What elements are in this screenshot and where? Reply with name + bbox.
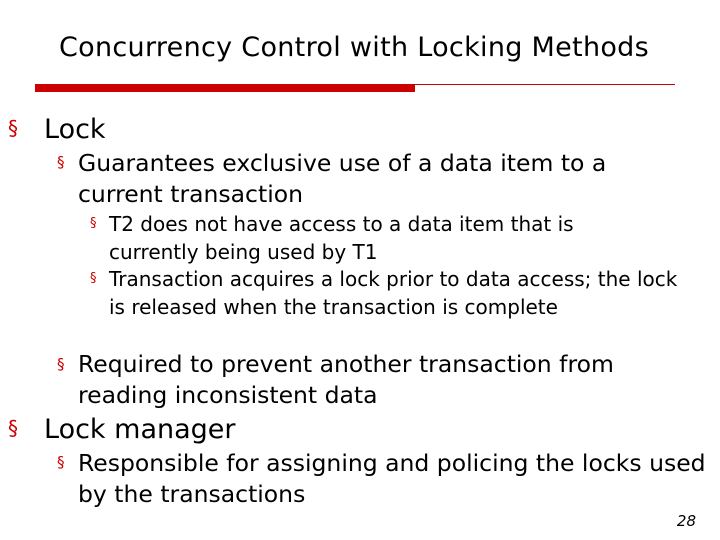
subpoint-acquires-lock: Transaction acquires a lock prior to data access; the lock is released when the transaction is complete — [109, 267, 678, 319]
page-number: 28 — [676, 512, 696, 530]
bullet-icon: § — [90, 271, 97, 286]
bullet-icon: § — [8, 416, 18, 440]
bullet-icon: § — [57, 153, 65, 171]
slide-title: Concurrency Control with Locking Methods — [59, 32, 649, 63]
section-heading-lock-manager: Lock manager — [44, 414, 236, 445]
title-underline-thin — [415, 84, 675, 85]
point-guarantees-exclusive-use: Guarantees exclusive use of a data item to a current transaction — [78, 149, 607, 208]
bullet-icon: § — [8, 116, 18, 140]
subpoint-t2-no-access: T2 does not have access to a data item that is currently being used by T1 — [109, 212, 574, 264]
title-underline-thick — [35, 84, 415, 92]
point-prevent-inconsistent-reads: Required to prevent another transaction from reading inconsistent data — [78, 350, 614, 409]
point-responsible-for-locks: Responsible for assigning and policing the locks used by the transactions — [78, 449, 706, 508]
section-heading-lock: Lock — [44, 114, 106, 145]
bullet-icon: § — [57, 355, 65, 373]
bullet-icon: § — [57, 453, 65, 471]
bullet-icon: § — [90, 216, 97, 231]
